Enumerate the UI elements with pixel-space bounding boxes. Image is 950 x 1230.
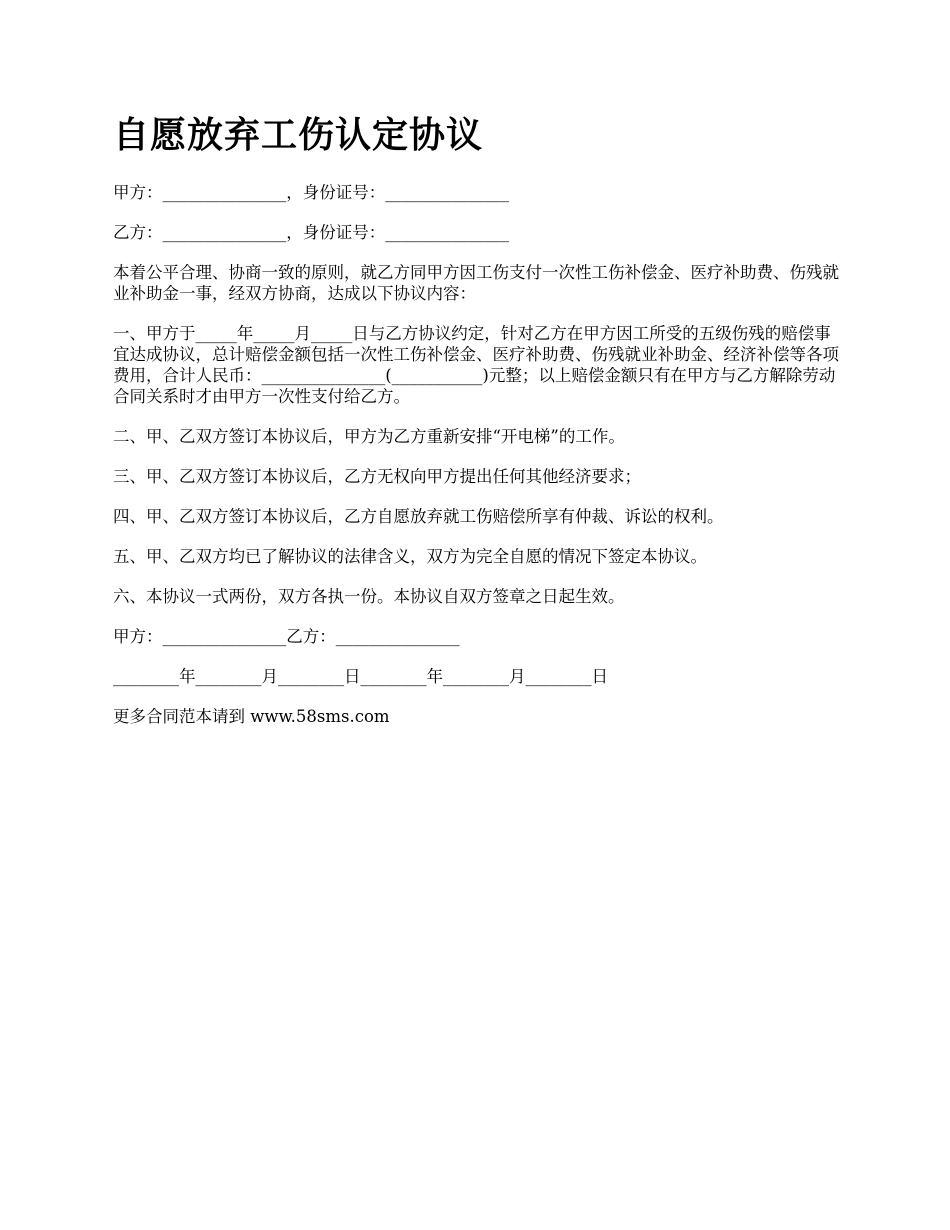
- clause-6: 六、本协议一式两份，双方各执一份。本协议自双方签章之日起生效。: [113, 587, 625, 606]
- document-page: [113, 112, 843, 746]
- clause-4: 四、甲、乙双方签订本协议后，乙方自愿放弃就工伤赔偿所享有仲裁、诉讼的权利。: [113, 507, 724, 526]
- party-b-line: 乙方：_______________，身份证号：_______________: [113, 223, 509, 242]
- party-a-line: 甲方：_______________，身份证号：_______________: [113, 183, 509, 202]
- clause-2: 二、甲、乙双方签订本协议后，甲方为乙方重新安排“开电梯”的工作。: [113, 427, 625, 446]
- preamble: 本着公平合理、协商一致的原则，就乙方同甲方因工伤支付一次性工伤补偿金、医疗补助费、伤残就业补助金一事，经双方协商，达成以下协议内容：: [113, 263, 839, 303]
- clause-1: 一、甲方于_____年_____月_____日与乙方协议约定，针对乙方在甲方因工所受的五级伤残的赔偿事宜达成协议，总计赔偿金额包括一次性工伤补偿金、医疗补助费、伤残就业补助金、经济补偿等各项费用，合计人民币：_______________(___________)元整；以上赔偿金额只有在甲方与乙方解除劳动合同关系时才由甲方一次性支付给乙方。: [113, 324, 839, 406]
- signature-line: 甲方：_______________乙方：_______________: [113, 627, 460, 646]
- date-line: ________年________月________日________年________月________日: [113, 667, 608, 686]
- clause-5: 五、甲、乙双方均已了解协议的法律含义，双方为完全自愿的情况下签定本协议。: [113, 547, 707, 566]
- footer-note: 更多合同范本请到 www.58sms.com: [113, 707, 390, 726]
- document-title: 自愿放弃工伤认定协议: [113, 115, 484, 156]
- clause-3: 三、甲、乙双方签订本协议后，乙方无权向甲方提出任何其他经济要求；: [113, 467, 641, 486]
